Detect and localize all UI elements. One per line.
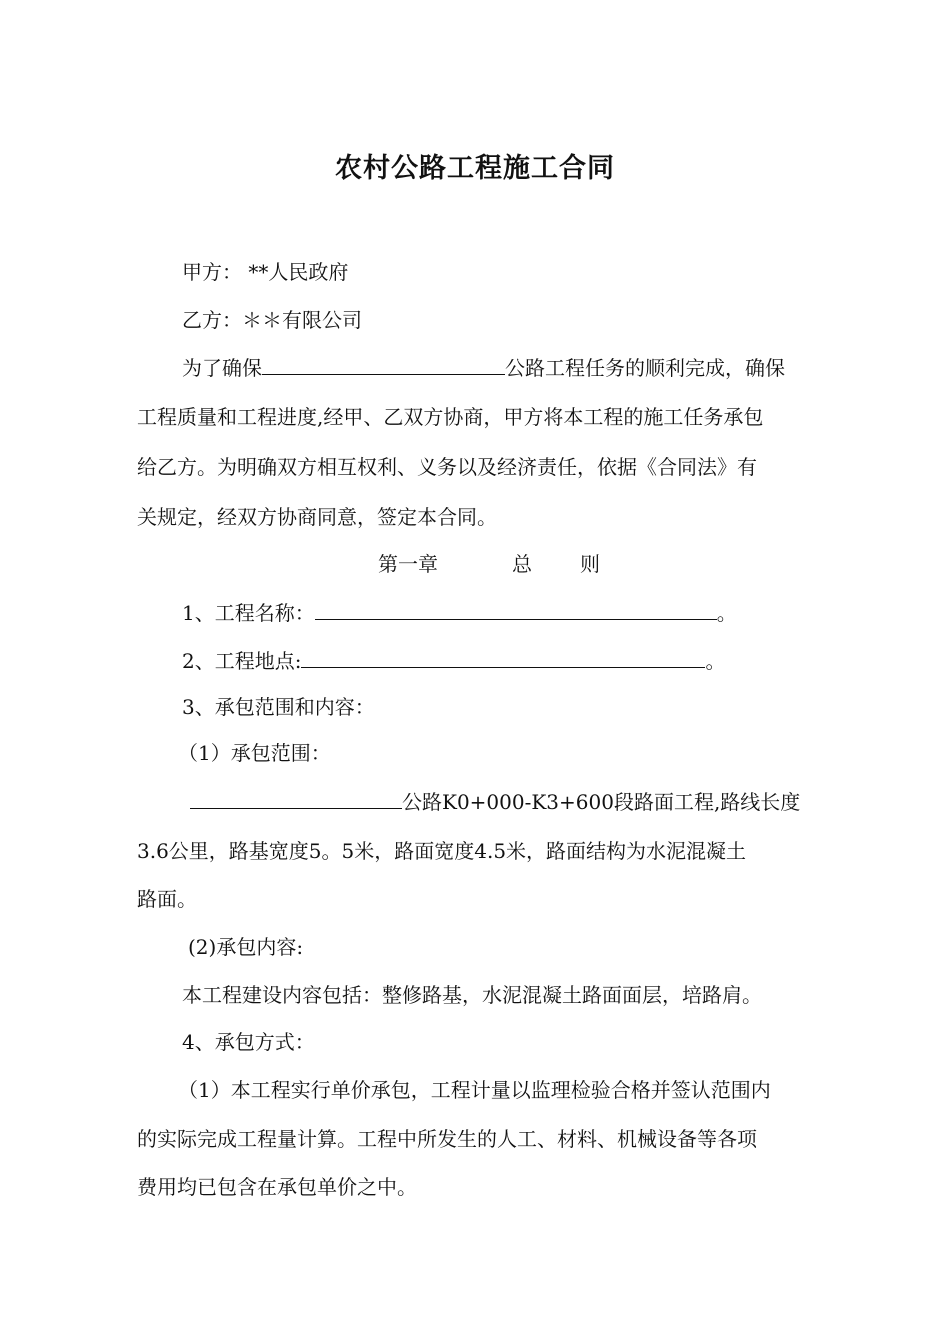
party-a: 甲方： **人民政府 xyxy=(182,260,349,284)
intro-line-2: 工程质量和工程进度,经甲、乙双方协商，甲方将本工程的施工任务承包 xyxy=(137,405,764,429)
project-blank xyxy=(262,352,505,375)
scope-line-3: 路面。 xyxy=(137,887,197,911)
scope-text-1: 公路K0+000-K3+600段路面工程,路线长度 xyxy=(402,790,801,814)
method-line-1: （1）本工程实行单价承包，工程计量以监理检验合格并签认范围内 xyxy=(178,1078,771,1102)
scope-line-1 xyxy=(190,786,800,817)
item2-label: 2、工程地点: xyxy=(182,649,302,673)
content-text: 本工程建设内容包括：整修路基，水泥混凝土路面面层，培路肩。 xyxy=(182,983,762,1007)
party-b: 乙方：＊＊有限公司 xyxy=(182,308,362,332)
method-line-2: 的实际完成工程量计算。工程中所发生的人工、材料、机械设备等各项 xyxy=(137,1127,757,1151)
item-project-name xyxy=(182,597,737,628)
chapter-number: 第一章 xyxy=(378,552,438,576)
contract-title: 农村公路工程施工合同 xyxy=(335,153,615,184)
intro-start: 为了确保 xyxy=(182,356,262,380)
item-scope-content: 3、承包范围和内容： xyxy=(182,695,375,719)
intro-line-1 xyxy=(182,352,785,383)
item2-end: 。 xyxy=(705,649,726,673)
intro-line-4: 关规定，经双方协商同意，签定本合同。 xyxy=(137,505,497,529)
item1-end: 。 xyxy=(716,601,737,625)
project-location-blank xyxy=(301,645,705,668)
item-project-location xyxy=(182,645,725,676)
method-line-3: 费用均已包含在承包单价之中。 xyxy=(137,1175,417,1199)
scope-blank xyxy=(190,786,402,809)
project-name-blank xyxy=(315,597,717,620)
chapter-title-2: 则 xyxy=(580,552,600,576)
item-scope: （1）承包范围： xyxy=(178,741,331,765)
intro-line-3: 给乙方。为明确双方相互权利、义务以及经济责任，依据《合同法》有 xyxy=(137,455,757,479)
chapter-title-1: 总 xyxy=(512,552,532,576)
item-content: (2)承包内容: xyxy=(188,935,304,959)
intro-end: 公路工程任务的顺利完成，确保 xyxy=(505,356,785,380)
item-method: 4、承包方式： xyxy=(182,1030,315,1054)
item1-label: 1、工程名称： xyxy=(182,601,315,625)
scope-line-2: 3.6公里，路基宽度5。5米，路面宽度4.5米，路面结构为水泥混凝土 xyxy=(137,839,747,863)
